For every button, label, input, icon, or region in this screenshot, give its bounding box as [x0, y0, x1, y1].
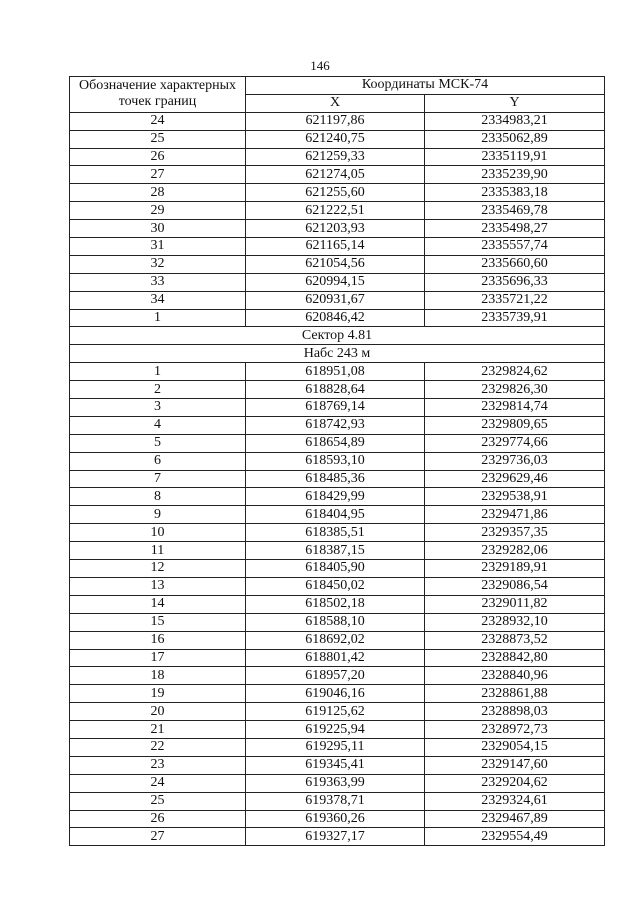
x-coordinate-cell: 619327,17	[246, 828, 425, 846]
x-coordinate-cell: 619125,62	[246, 703, 425, 721]
x-coordinate-cell: 621259,33	[246, 148, 425, 166]
y-coordinate-cell: 2328972,73	[425, 721, 605, 739]
section-label: Набс 243 м	[70, 345, 605, 363]
point-number-cell: 27	[70, 828, 246, 846]
x-coordinate-cell: 618654,89	[246, 434, 425, 452]
point-number-cell: 14	[70, 595, 246, 613]
x-coordinate-cell: 619225,94	[246, 721, 425, 739]
point-number-cell: 17	[70, 649, 246, 667]
point-number-cell: 10	[70, 524, 246, 542]
y-coordinate-cell: 2329826,30	[425, 381, 605, 399]
y-coordinate-cell: 2329189,91	[425, 560, 605, 578]
x-coordinate-cell: 621197,86	[246, 112, 425, 130]
y-coordinate-cell: 2335239,90	[425, 166, 605, 184]
y-coordinate-cell: 2329357,35	[425, 524, 605, 542]
y-coordinate-cell: 2328861,88	[425, 685, 605, 703]
point-number-cell: 26	[70, 810, 246, 828]
table-row	[70, 792, 605, 810]
point-number-cell: 8	[70, 488, 246, 506]
x-coordinate-cell: 618951,08	[246, 363, 425, 381]
table-row	[70, 363, 605, 381]
x-coordinate-cell: 618404,95	[246, 506, 425, 524]
section-row	[70, 327, 605, 345]
y-coordinate-cell: 2335498,27	[425, 220, 605, 238]
table-row	[70, 738, 605, 756]
y-coordinate-cell: 2335696,33	[425, 273, 605, 291]
x-coordinate-cell: 619295,11	[246, 738, 425, 756]
y-coordinate-cell: 2335721,22	[425, 291, 605, 309]
y-coordinate-cell: 2328932,10	[425, 613, 605, 631]
table-row	[70, 613, 605, 631]
point-number-cell: 3	[70, 399, 246, 417]
x-coordinate-cell: 621203,93	[246, 220, 425, 238]
table-row	[70, 202, 605, 220]
y-coordinate-cell: 2329282,06	[425, 542, 605, 560]
y-coordinate-cell: 2335383,18	[425, 184, 605, 202]
x-coordinate-cell: 621255,60	[246, 184, 425, 202]
table-row	[70, 756, 605, 774]
table-header-row	[70, 77, 605, 95]
y-coordinate-cell: 2329086,54	[425, 577, 605, 595]
point-number-cell: 31	[70, 238, 246, 256]
y-coordinate-cell: 2335062,89	[425, 130, 605, 148]
x-coordinate-cell: 618429,99	[246, 488, 425, 506]
table-row	[70, 685, 605, 703]
x-coordinate-cell: 618450,02	[246, 577, 425, 595]
x-coordinate-cell: 621240,75	[246, 130, 425, 148]
x-column-header: X	[246, 94, 425, 112]
table-row	[70, 703, 605, 721]
point-header-line1: Обозначение характерных	[79, 78, 236, 94]
x-coordinate-cell: 620846,42	[246, 309, 425, 327]
point-number-cell: 9	[70, 506, 246, 524]
y-coordinate-cell: 2328873,52	[425, 631, 605, 649]
point-number-cell: 29	[70, 202, 246, 220]
table-row	[70, 434, 605, 452]
y-coordinate-cell: 2329824,62	[425, 363, 605, 381]
table-row	[70, 184, 605, 202]
coords-column-header: Координаты МСК-74	[246, 77, 605, 95]
point-header-line2: точек границ	[118, 94, 197, 110]
x-coordinate-cell: 618769,14	[246, 399, 425, 417]
table-row	[70, 112, 605, 130]
table-row	[70, 130, 605, 148]
section-row	[70, 345, 605, 363]
point-number-cell: 25	[70, 130, 246, 148]
point-number-cell: 1	[70, 363, 246, 381]
table-row	[70, 542, 605, 560]
x-coordinate-cell: 621054,56	[246, 255, 425, 273]
point-number-cell: 33	[70, 273, 246, 291]
y-coordinate-cell: 2335739,91	[425, 309, 605, 327]
y-coordinate-cell: 2335469,78	[425, 202, 605, 220]
y-coordinate-cell: 2328898,03	[425, 703, 605, 721]
x-coordinate-cell: 618828,64	[246, 381, 425, 399]
table-row	[70, 828, 605, 846]
table-row	[70, 416, 605, 434]
y-coordinate-cell: 2335557,74	[425, 238, 605, 256]
table-row	[70, 774, 605, 792]
table-row	[70, 506, 605, 524]
x-coordinate-cell: 619363,99	[246, 774, 425, 792]
table-row	[70, 470, 605, 488]
section-label: Сектор 4.81	[70, 327, 605, 345]
point-number-cell: 7	[70, 470, 246, 488]
table-row	[70, 667, 605, 685]
y-coordinate-cell: 2329147,60	[425, 756, 605, 774]
table-row	[70, 309, 605, 327]
x-coordinate-cell: 618502,18	[246, 595, 425, 613]
x-coordinate-cell: 620994,15	[246, 273, 425, 291]
point-number-cell: 27	[70, 166, 246, 184]
y-coordinate-cell: 2329629,46	[425, 470, 605, 488]
point-number-cell: 13	[70, 577, 246, 595]
table-row	[70, 488, 605, 506]
x-coordinate-cell: 619345,41	[246, 756, 425, 774]
point-number-cell: 18	[70, 667, 246, 685]
x-coordinate-cell: 618387,15	[246, 542, 425, 560]
x-coordinate-cell: 621274,05	[246, 166, 425, 184]
y-coordinate-cell: 2329324,61	[425, 792, 605, 810]
point-number-cell: 21	[70, 721, 246, 739]
point-number-cell: 6	[70, 452, 246, 470]
table-row	[70, 291, 605, 309]
y-coordinate-cell: 2335119,91	[425, 148, 605, 166]
table-row	[70, 255, 605, 273]
table-row	[70, 721, 605, 739]
point-number-cell: 22	[70, 738, 246, 756]
x-coordinate-cell: 618692,02	[246, 631, 425, 649]
point-number-cell: 24	[70, 774, 246, 792]
y-coordinate-cell: 2329011,82	[425, 595, 605, 613]
y-column-header: Y	[425, 94, 605, 112]
x-coordinate-cell: 621165,14	[246, 238, 425, 256]
table-row	[70, 577, 605, 595]
table-row	[70, 452, 605, 470]
y-coordinate-cell: 2329204,62	[425, 774, 605, 792]
x-coordinate-cell: 619046,16	[246, 685, 425, 703]
table-row	[70, 810, 605, 828]
point-number-cell: 19	[70, 685, 246, 703]
y-coordinate-cell: 2329554,49	[425, 828, 605, 846]
point-number-cell: 20	[70, 703, 246, 721]
point-number-cell: 24	[70, 112, 246, 130]
point-number-cell: 34	[70, 291, 246, 309]
y-coordinate-cell: 2328840,96	[425, 667, 605, 685]
coordinates-table	[69, 76, 605, 846]
point-number-cell: 5	[70, 434, 246, 452]
table-row	[70, 399, 605, 417]
point-number-cell: 12	[70, 560, 246, 578]
point-number-cell: 4	[70, 416, 246, 434]
point-column-header	[70, 77, 246, 113]
y-coordinate-cell: 2329774,66	[425, 434, 605, 452]
point-number-cell: 1	[70, 309, 246, 327]
x-coordinate-cell: 618485,36	[246, 470, 425, 488]
point-number-cell: 28	[70, 184, 246, 202]
x-coordinate-cell: 618405,90	[246, 560, 425, 578]
table-row	[70, 381, 605, 399]
y-coordinate-cell: 2329467,89	[425, 810, 605, 828]
point-number-cell: 15	[70, 613, 246, 631]
point-number-cell: 25	[70, 792, 246, 810]
x-coordinate-cell: 619378,71	[246, 792, 425, 810]
y-coordinate-cell: 2329054,15	[425, 738, 605, 756]
page-number: 146	[310, 58, 330, 73]
x-coordinate-cell: 619360,26	[246, 810, 425, 828]
x-coordinate-cell: 618588,10	[246, 613, 425, 631]
point-number-cell: 30	[70, 220, 246, 238]
point-number-cell: 32	[70, 255, 246, 273]
x-coordinate-cell: 618593,10	[246, 452, 425, 470]
table-row	[70, 220, 605, 238]
table-row	[70, 238, 605, 256]
point-number-cell: 23	[70, 756, 246, 774]
x-coordinate-cell: 618385,51	[246, 524, 425, 542]
y-coordinate-cell: 2335660,60	[425, 255, 605, 273]
x-coordinate-cell: 620931,67	[246, 291, 425, 309]
y-coordinate-cell: 2329736,03	[425, 452, 605, 470]
y-coordinate-cell: 2329471,86	[425, 506, 605, 524]
y-coordinate-cell: 2334983,21	[425, 112, 605, 130]
point-number-cell: 16	[70, 631, 246, 649]
table-row	[70, 273, 605, 291]
x-coordinate-cell: 621222,51	[246, 202, 425, 220]
y-coordinate-cell: 2329809,65	[425, 416, 605, 434]
table-row	[70, 649, 605, 667]
table-row	[70, 631, 605, 649]
table-row	[70, 166, 605, 184]
table-row	[70, 595, 605, 613]
y-coordinate-cell: 2329814,74	[425, 399, 605, 417]
table-body	[70, 112, 605, 846]
x-coordinate-cell: 618742,93	[246, 416, 425, 434]
point-number-cell: 11	[70, 542, 246, 560]
table-row	[70, 148, 605, 166]
y-coordinate-cell: 2329538,91	[425, 488, 605, 506]
table-row	[70, 524, 605, 542]
y-coordinate-cell: 2328842,80	[425, 649, 605, 667]
table-row	[70, 560, 605, 578]
point-number-cell: 26	[70, 148, 246, 166]
x-coordinate-cell: 618957,20	[246, 667, 425, 685]
point-number-cell: 2	[70, 381, 246, 399]
x-coordinate-cell: 618801,42	[246, 649, 425, 667]
